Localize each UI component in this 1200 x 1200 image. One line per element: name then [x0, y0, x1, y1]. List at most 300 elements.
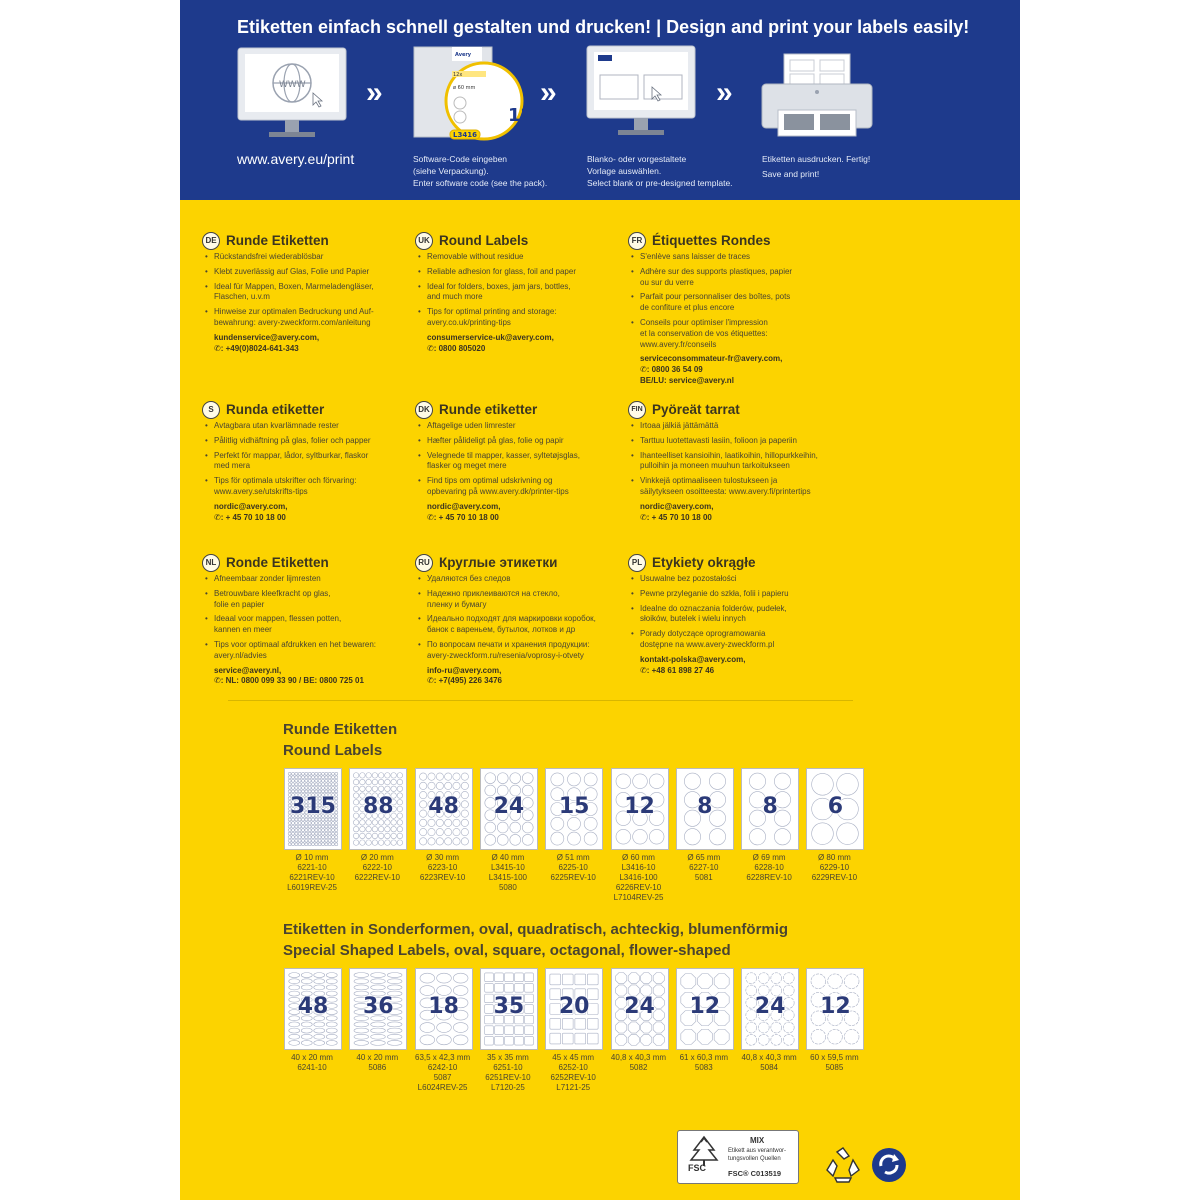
label-shape — [295, 786, 298, 789]
label-shape — [298, 843, 301, 846]
label-shape — [444, 828, 451, 835]
label-shape — [354, 840, 360, 846]
step3-line: Select blank or pre-designed template. — [587, 178, 733, 188]
fsc-code: FSC® C013519 — [728, 1169, 782, 1178]
lang-block-pl — [628, 554, 833, 676]
label-shape — [371, 973, 386, 978]
label-shape — [322, 786, 325, 789]
label-shape — [312, 772, 315, 775]
label-shape — [372, 820, 378, 826]
label-shape — [335, 772, 338, 775]
bullet: • Tips voor optimaal afdrukken en het bewaren: avery.nl/advies — [214, 640, 407, 662]
label-shape — [354, 1022, 369, 1027]
label-shape — [771, 1022, 782, 1033]
label-shape — [305, 776, 308, 779]
label-shape — [302, 786, 305, 789]
arrow-icon: » — [716, 76, 733, 109]
label-shape — [312, 790, 315, 793]
label-shape — [314, 1022, 325, 1027]
label-shape — [335, 783, 338, 786]
print-url[interactable]: www.avery.eu/print — [237, 151, 355, 167]
svg-text:Avery: Avery — [455, 52, 472, 58]
label-shape — [292, 825, 295, 828]
label-shape — [845, 974, 860, 989]
labels-per-sheet: 20 — [558, 994, 590, 1019]
label-shape — [292, 786, 295, 789]
label-shape — [525, 1026, 534, 1035]
label-shape — [419, 819, 426, 826]
label-shape — [328, 776, 331, 779]
labels-per-sheet: 35 — [493, 994, 525, 1019]
label-shape — [379, 786, 385, 792]
label-shape — [292, 779, 295, 782]
label-shape — [298, 832, 301, 835]
label-shape — [332, 783, 335, 786]
label-shape — [302, 829, 305, 832]
label-shape — [295, 839, 298, 842]
label-shape — [315, 829, 318, 832]
label-shape — [811, 974, 826, 989]
bullet: • Avtagbara utan kvarlämnade rester — [214, 421, 407, 432]
label-sheet — [349, 968, 407, 1050]
label-shape — [427, 782, 434, 789]
label-shape — [298, 786, 301, 789]
label-shape — [288, 825, 291, 828]
label-shape — [372, 826, 378, 832]
divider — [228, 700, 853, 701]
label-shape — [758, 1022, 769, 1033]
label-shape — [397, 779, 403, 785]
label-shape — [783, 973, 794, 984]
step3-line: Vorlage auswählen. — [587, 166, 662, 176]
label-shape — [444, 838, 451, 845]
label-shape — [312, 779, 315, 782]
label-shape — [325, 786, 328, 789]
label-shape — [419, 838, 426, 845]
step4-line: Etiketten ausdrucken. Fertig! — [762, 154, 871, 164]
label-shape — [684, 773, 700, 789]
label-shape — [312, 832, 315, 835]
label-shape — [391, 779, 397, 785]
bullet: • Hinweise zur optimalen Bedruckung und Auf- bewahrung: avery-zweckform.com/anleitung — [214, 307, 407, 329]
label-shape — [289, 973, 300, 978]
label-shape — [332, 843, 335, 846]
labels-per-sheet: 12 — [689, 994, 721, 1019]
bullet: • Pålitlig vidhäftning på glas, folier och papper — [214, 436, 407, 447]
bullet: • Идеально подходят для маркировки коробок, банок с вареньем, бутылок, лотков и др — [427, 614, 620, 636]
bullet: • Find tips om optimal udskrivning og opbevaring på www.avery.dk/printer-tips — [427, 476, 620, 498]
label-shape — [326, 1034, 337, 1039]
label-sheet — [415, 968, 473, 1050]
language-badge: S — [202, 401, 220, 419]
label-shape — [301, 1028, 312, 1033]
label-shape — [308, 772, 311, 775]
labels-per-sheet: 24 — [493, 794, 525, 819]
label-shape — [828, 1029, 843, 1044]
contact-info: nordic@avery.com, ✆: + 45 70 10 18 00 — [640, 501, 714, 522]
label-shape — [497, 834, 508, 845]
label-sheet — [676, 768, 734, 850]
label-shape — [550, 1033, 561, 1044]
label-shape — [292, 822, 295, 825]
label-shape — [628, 1034, 639, 1045]
label-shape — [332, 786, 335, 789]
label-shape — [360, 833, 366, 839]
step2-line: Software-Code eingeben — [413, 154, 508, 164]
label-shape — [366, 833, 372, 839]
label-sheet-caption: Ø 20 mm 6222-10 6222REV-10 — [354, 853, 400, 882]
label-shape — [295, 776, 298, 779]
label-shape — [371, 979, 386, 984]
label-shape — [328, 786, 331, 789]
label-shape — [522, 822, 533, 833]
label-shape — [318, 825, 321, 828]
label-shape — [322, 776, 325, 779]
label-shape — [325, 832, 328, 835]
label-shape — [697, 974, 712, 989]
label-shape — [301, 1022, 312, 1027]
label-shape — [326, 1028, 337, 1033]
label-shape — [758, 1034, 769, 1045]
label-sheet — [611, 968, 669, 1050]
label-shape — [318, 776, 321, 779]
bullet: • Ideal für Mappen, Boxen, Marmeladengläser, Flaschen, u.v.m — [214, 282, 407, 304]
label-shape — [328, 783, 331, 786]
label-shape — [335, 829, 338, 832]
label-shape — [354, 973, 369, 978]
bullet: • Afneembaar zonder lijmresten — [214, 574, 407, 585]
label-shape — [295, 790, 298, 793]
label-shape — [292, 783, 295, 786]
label-shape — [354, 1040, 369, 1045]
bullet: • Hæfter pålideligt på glas, folie og papir — [427, 436, 620, 447]
label-shape — [325, 776, 328, 779]
label-shape — [354, 786, 360, 792]
step3-line: Blanko- oder vorgestaltete — [587, 154, 687, 164]
labels-per-sheet: 24 — [624, 994, 655, 1019]
label-shape — [292, 839, 295, 842]
label-shape — [322, 783, 325, 786]
label-shape — [388, 973, 403, 978]
label-shape — [289, 979, 300, 984]
label-sheet-caption: Ø 80 mm 6229-10 6229REV-10 — [811, 853, 858, 882]
step-website — [237, 47, 349, 148]
label-shape — [314, 979, 325, 984]
label-shape — [372, 773, 378, 779]
label-shape — [308, 832, 311, 835]
label-sheet — [480, 968, 538, 1050]
label-shape — [774, 829, 790, 845]
label-shape — [288, 779, 291, 782]
pack-magnifier-icon — [412, 45, 534, 141]
label-shape — [322, 829, 325, 832]
label-shape — [326, 1040, 337, 1045]
label-shape — [312, 783, 315, 786]
label-shape — [388, 985, 403, 990]
label-shape — [397, 833, 403, 839]
label-shape — [315, 825, 318, 828]
label-shape — [335, 790, 338, 793]
language-badge: DK — [415, 401, 433, 419]
label-shape — [302, 822, 305, 825]
label-shape — [328, 839, 331, 842]
label-shape — [461, 828, 468, 835]
label-shape — [354, 1028, 369, 1033]
label-shape — [322, 772, 325, 775]
label-shape — [328, 836, 331, 839]
label-shape — [332, 772, 335, 775]
bullet: • Tips för optimala utskrifter och förvaring: www.avery.se/utskrifts-tips — [214, 476, 407, 498]
label-shape — [298, 822, 301, 825]
lang-block-dk — [415, 401, 620, 523]
label-shape — [746, 1034, 757, 1045]
label-shape — [295, 772, 298, 775]
lang-block-ru — [415, 554, 620, 687]
lang-block-uk — [415, 232, 620, 354]
label-shape — [749, 773, 765, 789]
bullet: • Velegnede til mapper, kasser, syltetøjsglas, flasker og meget mere — [427, 451, 620, 473]
label-shape — [318, 839, 321, 842]
label-shape — [419, 828, 426, 835]
bullet: • Ideaal voor mappen, flessen potten, kannen en meer — [214, 614, 407, 636]
label-shape — [305, 839, 308, 842]
label-shape — [305, 822, 308, 825]
label-sheet — [676, 968, 734, 1050]
label-shape — [485, 773, 496, 784]
label-shape — [379, 820, 385, 826]
label-shape — [391, 833, 397, 839]
bullet: • Tarttuu luotettavasti lasiin, folioon ja paperiin — [640, 436, 833, 447]
step-template — [586, 45, 698, 146]
bullet: • Adhère sur des supports plastiques, papier ou sur du verre — [640, 267, 833, 289]
label-shape — [783, 1034, 794, 1045]
label-shape — [335, 836, 338, 839]
label-shape — [325, 829, 328, 832]
label-shape — [354, 985, 369, 990]
label-shape — [308, 843, 311, 846]
label-shape — [315, 836, 318, 839]
label-shape — [301, 1034, 312, 1039]
label-sheet — [284, 968, 342, 1050]
step-software-code — [412, 45, 534, 146]
labels-per-sheet: 315 — [290, 794, 336, 819]
label-shape — [385, 786, 391, 792]
bullet: • Conseils pour optimiser l'impression et la conservation de vos étiquettes: www.avery.fr/conseils — [640, 318, 833, 350]
label-shape — [292, 832, 295, 835]
lang-block-se — [202, 401, 407, 523]
label-shape — [385, 833, 391, 839]
label-shape — [391, 773, 397, 779]
label-shape — [366, 773, 372, 779]
label-shape — [335, 825, 338, 828]
label-shape — [812, 823, 834, 845]
label-shape — [515, 984, 524, 993]
svg-text:ø 60 mm: ø 60 mm — [453, 85, 476, 91]
language-badge: UK — [415, 232, 433, 250]
label-shape — [444, 782, 451, 789]
label-shape — [315, 839, 318, 842]
step4-line: Save and print! — [762, 169, 820, 179]
label-shape — [322, 779, 325, 782]
label-shape — [453, 973, 468, 983]
label-shape — [289, 1034, 300, 1039]
label-shape — [812, 773, 834, 795]
language-badge: FR — [628, 232, 646, 250]
label-shape — [301, 973, 312, 978]
label-shape — [298, 825, 301, 828]
label-shape — [295, 825, 298, 828]
label-shape — [292, 772, 295, 775]
pack-count: 12 — [508, 105, 534, 126]
label-shape — [301, 1040, 312, 1045]
banner-title: Etiketten einfach schnell gestalten und drucken! | Design and print your labels easily! — [237, 17, 970, 37]
label-shape — [288, 786, 291, 789]
label-shape — [308, 790, 311, 793]
bullet: • Porady dotyczące oprogramowania dostępne na www.avery-zweckform.pl — [640, 629, 833, 651]
label-shape — [332, 839, 335, 842]
language-badge: RU — [415, 554, 433, 572]
label-shape — [505, 1026, 514, 1035]
label-sheet-caption: 35 x 35 mm 6251-10 6251REV-10 L7120-25 — [485, 1053, 531, 1092]
label-shape — [302, 783, 305, 786]
label-shape — [714, 974, 729, 989]
label-shape — [551, 832, 564, 845]
label-shape — [385, 826, 391, 832]
label-shape — [289, 1028, 300, 1033]
recycle-icon — [823, 1146, 863, 1184]
label-shape — [461, 773, 468, 780]
label-shape — [397, 826, 403, 832]
label-shape — [505, 1036, 514, 1045]
label-shape — [308, 779, 311, 782]
label-sheet-caption: 45 x 45 mm 6252-10 6252REV-10 L7121-25 — [550, 1053, 596, 1092]
label-shape — [525, 984, 534, 993]
label-shape — [325, 836, 328, 839]
label-shape — [515, 1036, 524, 1045]
label-sheet — [806, 968, 864, 1050]
label-shape — [328, 843, 331, 846]
label-shape — [354, 826, 360, 832]
label-shape — [371, 1022, 386, 1027]
label-shape — [318, 783, 321, 786]
label-shape — [295, 783, 298, 786]
label-sheet-caption: 40 x 20 mm 6241-10 — [291, 1053, 333, 1072]
label-shape — [315, 786, 318, 789]
fsc-certificate — [677, 1130, 799, 1184]
label-shape — [453, 1023, 468, 1033]
label-shape — [354, 1034, 369, 1039]
language-badge: FIN — [628, 401, 646, 419]
label-sheet-caption: 40,8 x 40,3 mm 5082 — [610, 1053, 667, 1072]
label-sheet — [415, 768, 473, 850]
lang-block-fr — [628, 232, 833, 387]
label-shape — [302, 772, 305, 775]
svg-text:WWW: WWW — [279, 80, 306, 90]
label-shape — [302, 776, 305, 779]
label-sheet — [545, 768, 603, 850]
label-shape — [453, 1035, 468, 1045]
label-shape — [288, 843, 291, 846]
label-shape — [314, 1034, 325, 1039]
label-shape — [485, 973, 494, 982]
label-shape — [366, 779, 372, 785]
lang-title: Runde Etiketten — [226, 233, 329, 248]
printer-icon — [760, 52, 874, 142]
label-shape — [288, 776, 291, 779]
label-sheet-caption: Ø 69 mm 6228-10 6228REV-10 — [746, 853, 792, 882]
labels-per-sheet: 36 — [362, 994, 394, 1019]
label-shape — [436, 782, 443, 789]
label-shape — [628, 973, 639, 984]
lang-title: Runde etiketter — [439, 402, 538, 417]
label-shape — [388, 1040, 403, 1045]
language-badge: DE — [202, 232, 220, 250]
lang-title: Étiquettes Rondes — [652, 233, 771, 248]
label-shape — [427, 773, 434, 780]
label-shape — [302, 832, 305, 835]
label-shape — [315, 843, 318, 846]
label-shape — [318, 832, 321, 835]
label-shape — [568, 817, 581, 830]
label-shape — [312, 786, 315, 789]
label-sheet-caption: 63,5 x 42,3 mm 6242-10 5087 L6024REV-25 — [415, 1053, 471, 1092]
label-shape — [372, 833, 378, 839]
label-shape — [515, 973, 524, 982]
label-shape — [302, 843, 305, 846]
label-sheet — [741, 768, 799, 850]
label-shape — [305, 832, 308, 835]
label-shape — [288, 832, 291, 835]
label-shape — [783, 1022, 794, 1033]
label-shape — [379, 826, 385, 832]
label-shape — [495, 973, 504, 982]
label-shape — [335, 832, 338, 835]
label-shape — [332, 832, 335, 835]
label-shape — [632, 829, 647, 844]
label-shape — [371, 1028, 386, 1033]
label-shape — [550, 1018, 561, 1029]
section-title-en: Special Shaped Labels, oval, square, octagonal, flower-shaped — [283, 942, 731, 959]
label-shape — [322, 843, 325, 846]
label-shape — [312, 836, 315, 839]
label-shape — [322, 832, 325, 835]
label-shape — [328, 825, 331, 828]
lang-block-de — [202, 232, 407, 354]
label-shape — [292, 829, 295, 832]
label-sheet-caption: 61 x 60,3 mm 5083 — [679, 1053, 729, 1072]
label-shape — [360, 820, 366, 826]
label-shape — [485, 822, 496, 833]
label-shape — [568, 773, 581, 786]
contact-info: nordic@avery.com, ✆: + 45 70 10 18 00 — [427, 501, 501, 522]
label-shape — [302, 839, 305, 842]
label-shape — [301, 985, 312, 990]
label-shape — [461, 838, 468, 845]
label-shape — [485, 1036, 494, 1045]
label-shape — [485, 834, 496, 845]
label-shape — [385, 840, 391, 846]
label-sheet-caption: 40,8 x 40,3 mm 5084 — [741, 1053, 797, 1072]
label-shape — [305, 836, 308, 839]
label-shape — [436, 773, 443, 780]
label-shape — [640, 1034, 651, 1045]
label-shape — [551, 773, 564, 786]
label-shape — [305, 843, 308, 846]
bullet: • Irtoaa jälkiä jättämättä — [640, 421, 833, 432]
label-shape — [308, 822, 311, 825]
label-shape — [325, 772, 328, 775]
lang-title: Ronde Etiketten — [226, 555, 329, 570]
